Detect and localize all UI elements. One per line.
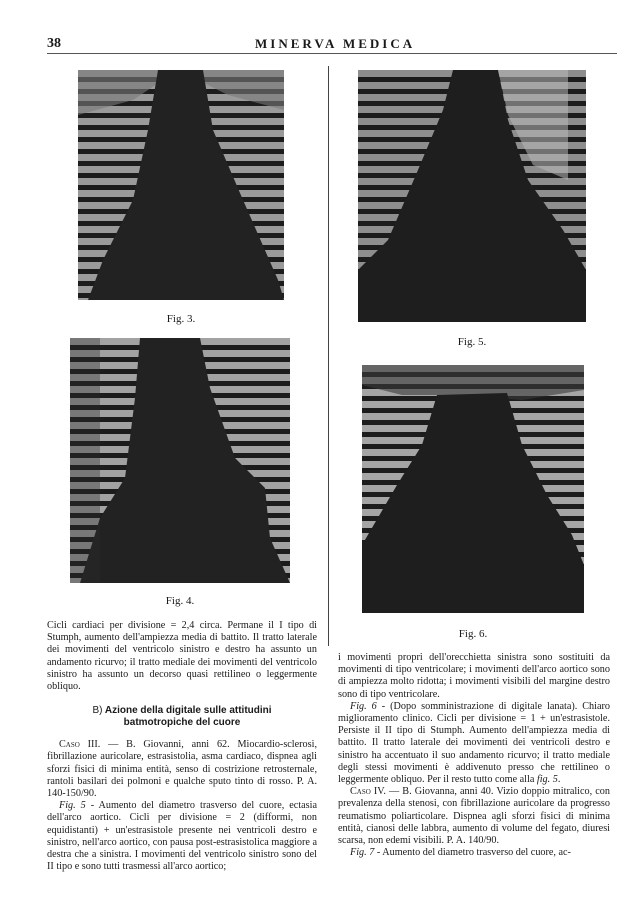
paragraph-continuation: i movimenti propri dell'orecchietta sinistra sono sostituiti da movimenti di tipo ventricolare; i movimenti dell'arco aortico sono di ampiezza molto ridotta; i movimenti visibili del margine destro sono di tipo ventricolare. — [338, 652, 610, 700]
fig-5-text: - Aumento del diametro trasverso del cuore, ectasia dell'arco aortico. Cicli per divisione = 2 (difformi, non equidistanti) + un'estrasistole presente nei ventricoli destro e sinistro, nell'arco aortico, con pausa post-estrasistolica maggiore a destra che a sinistra. I movimenti del ventricolo sinistro sono del II tipo e sono tutti trasmessi all'arco aortico; — [47, 800, 317, 873]
fig-6-end: . — [557, 774, 561, 786]
figure-5-kymogram — [358, 70, 586, 322]
paragraph-caso-4 — [338, 786, 610, 847]
paragraph-intro: Cicli cardiaci per divisione = 2,4 circa. Permane il I tipo di Stumph, aumento dell'ampiezza media di battito. Il tratto laterale dei movimenti del ventricolo sinistro e destro ha assunto un andamento ricurvo; il tratto mediale dei movimenti del ventricolo sinistro ha assunto un decorso quasi rettilineo o leggermente obliquo. — [47, 620, 317, 693]
paragraph-fig-6 — [338, 701, 610, 786]
figure-4-caption: Fig. 4. — [165, 595, 195, 607]
paragraph-caso-3 — [47, 739, 317, 800]
right-column-text — [338, 652, 610, 859]
paragraph-fig-7 — [338, 847, 610, 859]
heading-line-2: batmotropiche del cuore — [123, 717, 241, 729]
caso-3-text: — B. Giovanni, anni 62. Miocardio-sclerosi, fibrillazione auricolare, estrasistolia, asma cardiaco, dispnea agli sforzi fisici di minima entità, senso di costrizione retrosternale, rantoli basilari dei polmoni e qualche sputo tinto di rosso. P. A. 140-150/90. — [47, 739, 317, 800]
journal-title: MINERVA MEDICA — [255, 36, 416, 51]
figure-3-caption: Fig. 3. — [166, 313, 196, 325]
figure-6-kymogram — [362, 365, 584, 613]
fig-5-label: Fig. 5 — [59, 800, 86, 812]
caso-4-label: Caso IV. — [350, 786, 386, 798]
fig-7-label: Fig. 7 — [350, 847, 375, 859]
header-rule — [47, 53, 617, 54]
caso-3-label: Caso III. — [59, 739, 101, 751]
figure-6-caption: Fig. 6. — [458, 628, 488, 640]
column-rule — [328, 66, 329, 646]
figure-5-caption: Fig. 5. — [457, 336, 487, 348]
section-heading — [47, 705, 317, 729]
fig-6-ref: fig. 5 — [536, 774, 558, 786]
left-column-text — [47, 620, 317, 873]
fig-7-text: - Aumento del diametro trasverso del cuore, ac- — [374, 847, 571, 859]
figure-4-kymogram — [70, 338, 290, 583]
fig-6-text: - (Dopo somministrazione di digitale lanata). Chiaro miglioramento clinico. Cicli per divisione = 1 + un'estrasistole. Persiste il II tipo di Stumph. Aumento dell'ampiezza media di battito. Il tratto laterale dei movimenti dei ventricoli destro e sinistro ha accentuato il suo andamento ricurvo; il tratto mediale degli stessi movimenti è addivenuto presso che rettilineo o leggermente obliquo. Per il resto tutto come alla — [338, 700, 610, 786]
paragraph-fig-5 — [47, 800, 317, 873]
fig-6-label: Fig. 6 — [350, 700, 377, 712]
caso-4-text: — B. Giovanna, anni 40. Vizio doppio mitralico, con prevalenza della stenosi, con fibrillazione auricolare da progresso reumatismo poliarticolare. Dispnea agli sforzi fisici di minima entità, cianosi delle labbra, aumento di volume del fegato, diuresi scarsa, non edemi visibili. P. A. 140/90. — [338, 786, 610, 847]
page-number: 38 — [47, 36, 61, 51]
figure-3-kymogram — [78, 70, 284, 300]
heading-line-1: Azione della digitale sulle attitudini — [104, 705, 272, 717]
heading-letter: B) — [92, 705, 103, 717]
